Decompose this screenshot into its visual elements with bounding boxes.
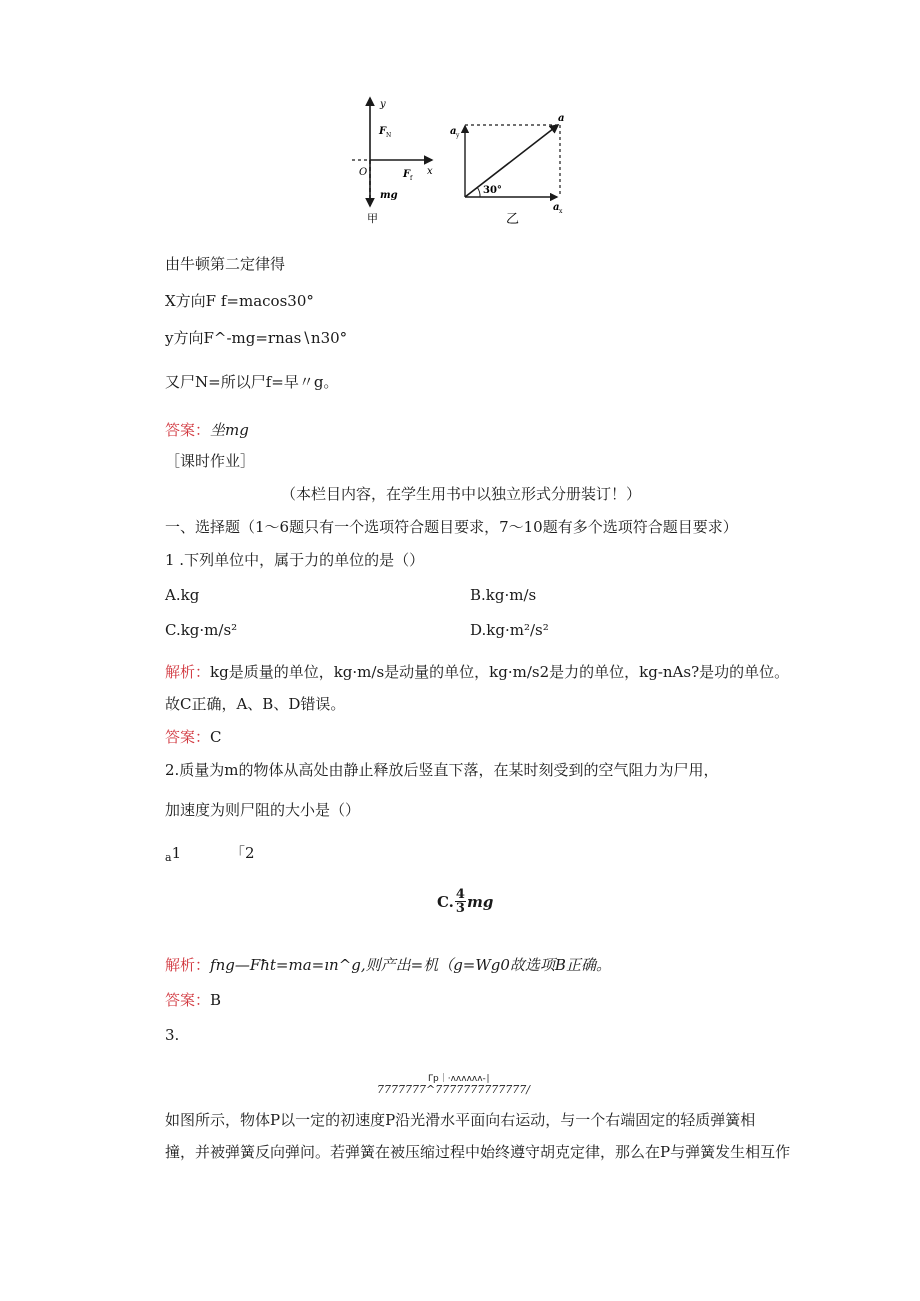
weight-label: mg <box>380 190 398 201</box>
analysis-label: 解析： <box>165 956 211 974</box>
origin-label: O <box>359 167 368 178</box>
q1-option-d: D.kg·m²∕s² <box>470 621 549 639</box>
axis-y-label: y <box>380 99 386 110</box>
friction-force-sub: f <box>410 175 413 182</box>
answer-label: 答案： <box>165 421 211 439</box>
component-ay-label: a <box>450 126 457 137</box>
question-1: 1 .下列单位中，属于力的单位的是（） <box>165 551 425 569</box>
friction-force-label: F <box>403 169 411 180</box>
answer-label: 答案： <box>165 991 211 1009</box>
analysis-text: fng—Fħt=ma=ın^g,则产出=机（g=Wg0故选项B正确。 <box>210 956 611 974</box>
q2-option-c-prefix: C. <box>437 892 454 911</box>
answer-2 <box>165 727 222 747</box>
q2-option-c <box>437 888 493 915</box>
normal-force-sub: N <box>386 132 392 139</box>
component-ax-sub: x <box>559 208 563 215</box>
force-diagram-figure <box>340 90 580 235</box>
fraction-denominator: 3 <box>455 901 465 916</box>
spring-figure-top: Γp｜·ʌʌʌʌʌʌ-∣ <box>428 1074 491 1084</box>
q2-option-a-text: 1 <box>171 844 182 862</box>
y-direction-equation: y方向F^-mg=rnas∖n30° <box>165 329 348 347</box>
free-body-diagram <box>352 98 433 225</box>
component-ax-label: a <box>553 202 560 213</box>
analysis-1-continued: 故C正确，A、B、D错误。 <box>165 695 346 713</box>
vector-a-label: a <box>558 113 565 124</box>
answer-label: 答案： <box>165 728 211 746</box>
axis-x-label: x <box>427 166 433 177</box>
fraction <box>455 888 466 915</box>
answer-value: B <box>210 991 222 1009</box>
answer-value: C <box>210 728 222 746</box>
question-3-line2: 撞，并被弹簧反向弹问。若弹簧在被压缩过程中始终遵守胡克定律，那么在P与弹簧发生相互作 <box>165 1143 791 1161</box>
analysis-2 <box>165 955 611 975</box>
component-ay-sub: y <box>456 132 460 139</box>
q2-option-a-sub: a <box>165 851 172 864</box>
answer-3 <box>165 990 221 1010</box>
question-2-line1: 2.质量为m的物体从高处由静止释放后竖直下落，在某时刻受到的空气阻力为尸用， <box>165 761 719 779</box>
question-2-line2: 加速度为则尸阻的大小是（） <box>165 801 361 819</box>
analysis-label: 解析： <box>165 663 211 681</box>
answer-1 <box>165 420 249 440</box>
q2-option-a <box>165 843 181 868</box>
caption-yi: 乙 <box>506 212 520 227</box>
newton-law-line: 由牛顿第二定律得 <box>165 255 286 273</box>
q2-option-b: 「2 <box>230 844 255 862</box>
q1-option-a: A.kg <box>165 586 200 604</box>
binding-note: （本栏目内容，在学生用书中以独立形式分册装订！） <box>281 485 642 503</box>
answer-value: 坐mg <box>210 421 249 439</box>
acceleration-decomposition <box>450 113 564 227</box>
also-equation: 又尸N=所以尸f=早〃g。 <box>165 373 339 391</box>
q2-option-c-suffix: mg <box>466 892 494 911</box>
homework-heading: ［课时作业］ <box>165 452 256 470</box>
section-heading: 一、选择题（1～6题只有一个选项符合题目要求，7～10题有多个选项符合题目要求） <box>165 518 738 536</box>
analysis-1 <box>165 662 789 682</box>
question-3-number: 3. <box>165 1026 180 1044</box>
fraction-numerator: 4 <box>455 887 465 902</box>
normal-force-label: F <box>379 126 387 137</box>
q1-option-c: C.kg·m∕s² <box>165 621 238 639</box>
x-direction-equation: X方向F f=macos30° <box>165 292 314 310</box>
q1-option-b: B.kg·m∕s <box>470 586 537 604</box>
question-3-line1: 如图所示，物体P以一定的初速度P沿光滑水平面向右运动，与一个右端固定的轻质弹簧相 <box>165 1111 756 1129</box>
caption-jia: 甲 <box>367 212 378 225</box>
spring-figure-ground: 7777777^7777777777777/ <box>377 1083 530 1096</box>
analysis-text: kg是质量的单位，kg·m∕s是动量的单位，kg·m∕s2是力的单位，kg-nAs?是功的单位。 <box>210 663 790 681</box>
angle-label: 30° <box>483 185 502 196</box>
